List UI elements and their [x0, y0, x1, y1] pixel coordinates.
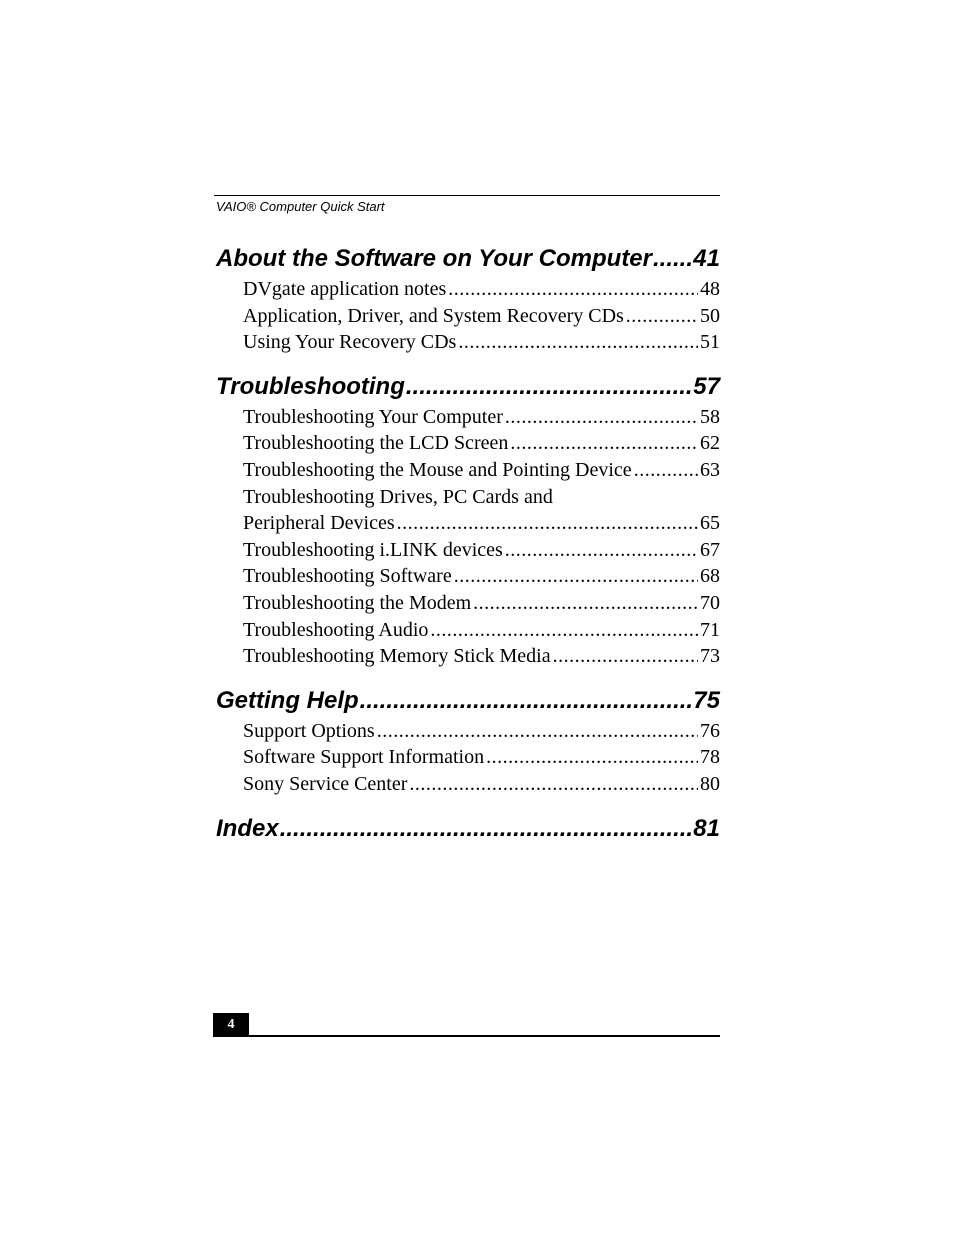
section-page-number: 75: [693, 686, 720, 714]
toc-entry[interactable]: [243, 430, 720, 457]
section-title-text: Troubleshooting: [216, 372, 405, 400]
dot-leader: [430, 617, 698, 644]
entry-label: Troubleshooting i.LINK devices: [243, 538, 503, 561]
toc-entry[interactable]: [243, 329, 720, 356]
entry-page-number: 65: [700, 512, 720, 535]
toc-entry[interactable]: [243, 744, 720, 771]
entry-label: Troubleshooting Memory Stick Media: [243, 645, 551, 668]
dot-leader: [634, 457, 698, 484]
entry-page-number: 51: [700, 331, 720, 354]
toc-section-title[interactable]: [216, 242, 720, 276]
entry-page-number: 48: [700, 278, 720, 300]
entry-page-number: 76: [700, 719, 720, 742]
entry-label: Troubleshooting Your Computer: [243, 405, 503, 428]
toc-entry[interactable]: [243, 617, 720, 644]
entry-page-number: 63: [700, 458, 720, 481]
entry-label: Troubleshooting the LCD Screen: [243, 432, 509, 455]
toc-entry[interactable]: [243, 771, 720, 798]
footer-page-number: 4: [213, 1013, 249, 1036]
toc-entry[interactable]: [243, 643, 720, 670]
dot-leader: [448, 276, 698, 303]
dot-leader: [486, 744, 698, 771]
dot-leader: [406, 370, 692, 404]
toc-section-title[interactable]: [216, 684, 720, 718]
entry-page-number: 67: [700, 538, 720, 561]
dot-leader: [553, 643, 698, 670]
entry-label: Software Support Information: [243, 746, 485, 769]
entry-page-number: 50: [700, 304, 720, 327]
entry-page-number: 73: [700, 645, 720, 668]
dot-leader: [397, 510, 698, 537]
dot-leader: [280, 812, 693, 846]
running-header: [214, 195, 720, 214]
toc-section-title[interactable]: [216, 812, 720, 846]
header-title: VAIO® Computer Quick Start: [216, 199, 385, 214]
toc-entry[interactable]: [243, 303, 720, 330]
toc-entry[interactable]: [243, 563, 720, 590]
dot-leader: [454, 563, 698, 590]
toc-section-getting-help: [216, 684, 720, 798]
table-of-contents: [216, 242, 720, 860]
section-title-text: About the Software on Your Computer: [216, 245, 652, 272]
entry-page-number: 80: [700, 772, 720, 795]
dot-leader: [505, 404, 698, 431]
section-page-number: 41: [693, 245, 720, 272]
entry-page-number: 62: [700, 432, 720, 455]
section-page-number: 57: [693, 372, 720, 400]
dot-leader: [409, 771, 698, 798]
dot-leader: [360, 684, 693, 718]
section-page-number: 81: [693, 814, 720, 842]
toc-section-troubleshooting: [216, 370, 720, 670]
entry-page-number: 71: [700, 618, 720, 641]
entry-label: Troubleshooting the Modem: [243, 591, 472, 614]
entry-label: DVgate application notes: [243, 278, 447, 300]
toc-entry[interactable]: [243, 718, 720, 745]
dot-leader: [653, 242, 692, 276]
dot-leader: [510, 430, 698, 457]
toc-entry[interactable]: [243, 537, 720, 564]
toc-section-software: [216, 242, 720, 356]
toc-entry[interactable]: [243, 404, 720, 431]
toc-section-title[interactable]: [216, 370, 720, 404]
dot-leader: [458, 329, 698, 356]
entry-page-number: 70: [700, 591, 720, 614]
dot-leader: [377, 718, 698, 745]
entry-label: Troubleshooting Drives, PC Cards and: [243, 485, 553, 508]
entry-label: Troubleshooting Software: [243, 565, 452, 588]
dot-leader: [505, 537, 698, 564]
dot-leader: [626, 303, 698, 330]
entry-label: Sony Service Center: [243, 772, 408, 795]
dot-leader: [473, 590, 698, 617]
entry-page-number: 68: [700, 565, 720, 588]
toc-entry[interactable]: [243, 457, 720, 484]
toc-entry-multiline[interactable]: [243, 484, 720, 537]
entry-label: Support Options: [243, 719, 375, 742]
entry-label: Troubleshooting Audio: [243, 618, 429, 641]
entry-page-number: 58: [700, 405, 720, 428]
entry-label: Using Your Recovery CDs: [243, 331, 457, 354]
footer-rule: [213, 1035, 720, 1037]
toc-entry[interactable]: [243, 590, 720, 617]
toc-entry[interactable]: [243, 276, 720, 303]
entry-label: Application, Driver, and System Recovery CDs: [243, 304, 624, 327]
toc-section-index: [216, 812, 720, 846]
entry-page-number: 78: [700, 746, 720, 769]
section-title-text: Index: [216, 814, 279, 842]
entry-label-continued: Peripheral Devices: [243, 512, 395, 535]
section-title-text: Getting Help: [216, 686, 359, 714]
entry-label: Troubleshooting the Mouse and Pointing Device: [243, 458, 632, 481]
